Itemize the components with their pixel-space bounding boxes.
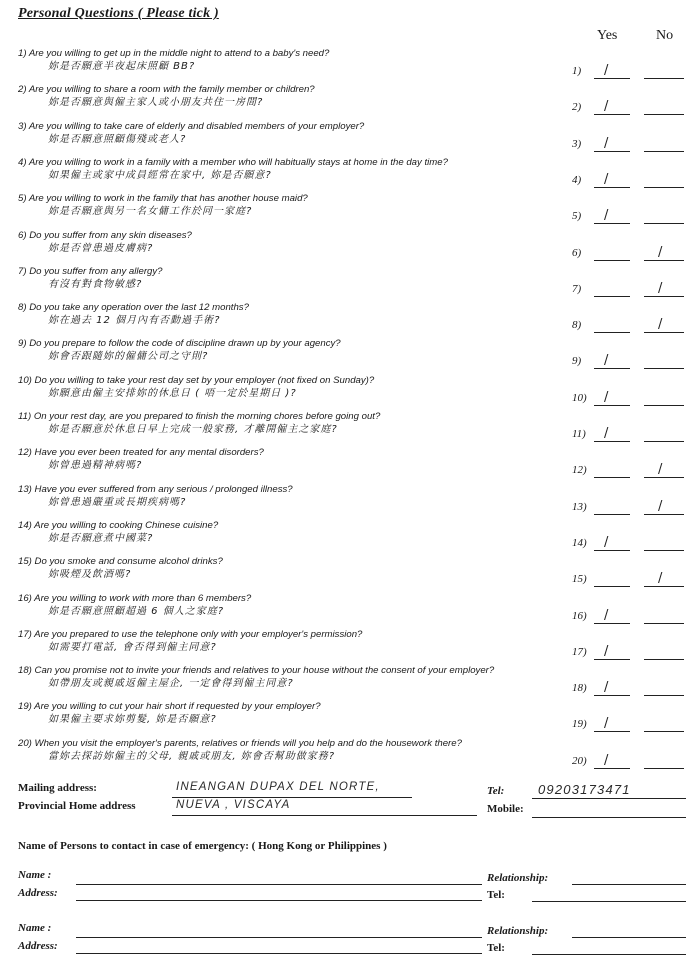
emergency-2-tel-field[interactable] bbox=[532, 954, 686, 955]
tick-mark-icon: / bbox=[658, 499, 663, 514]
question-text-en: 4) Are you willing to work in a family with a member who will habitually stays at home in the day time? bbox=[18, 157, 448, 168]
mailing-address-value[interactable]: INEANGAN DUPAX DEL NORTE, bbox=[176, 781, 380, 793]
question-text-en: 5) Are you willing to work in the family that has another house maid? bbox=[18, 193, 308, 204]
tick-mark-icon: / bbox=[604, 535, 609, 550]
answer-number: 20) bbox=[572, 755, 587, 767]
no-answer-line[interactable] bbox=[644, 586, 684, 587]
tick-mark-icon: / bbox=[604, 608, 609, 623]
answer-number: 16) bbox=[572, 610, 587, 622]
provincial-address-label: Provincial Home address bbox=[18, 800, 136, 812]
question-text-zh: 如帶朋友或親戚返僱主屋企, 一定會得到僱主同意? bbox=[48, 678, 294, 689]
answer-row bbox=[572, 501, 692, 515]
question-item bbox=[18, 629, 578, 655]
question-text-en: 7) Do you suffer from any allergy? bbox=[18, 266, 163, 277]
emergency-2-address-field[interactable] bbox=[76, 953, 482, 954]
question-text-en: 17) Are you prepared to use the telephone only with your employer's permission? bbox=[18, 629, 363, 640]
question-text-zh: 妳會否跟隨妳的僱傭公司之守則? bbox=[48, 351, 209, 362]
emergency-1-name-label: Name : bbox=[18, 869, 52, 881]
mobile-label: Mobile: bbox=[487, 803, 524, 815]
emergency-2-name-label: Name : bbox=[18, 922, 52, 934]
yes-answer-line[interactable] bbox=[594, 187, 630, 188]
form-title: Personal Questions ( Please tick ) bbox=[18, 6, 219, 21]
answer-number: 17) bbox=[572, 646, 587, 658]
answer-number: 12) bbox=[572, 464, 587, 476]
answer-row bbox=[572, 610, 692, 624]
question-item bbox=[18, 84, 578, 110]
yes-answer-line[interactable] bbox=[594, 296, 630, 297]
yes-answer-line[interactable] bbox=[594, 623, 630, 624]
question-text-zh: 妳是否曾患過皮膚病? bbox=[48, 243, 154, 254]
answer-number: 4) bbox=[572, 174, 582, 186]
tel-value[interactable]: 09203173471 bbox=[538, 782, 631, 797]
tick-mark-icon: / bbox=[658, 571, 663, 586]
question-item bbox=[18, 484, 578, 510]
no-answer-line[interactable] bbox=[644, 477, 684, 478]
yes-answer-line[interactable] bbox=[594, 368, 630, 369]
no-answer-line[interactable] bbox=[644, 187, 684, 188]
answer-number: 19) bbox=[572, 718, 587, 730]
yes-answer-line[interactable] bbox=[594, 586, 630, 587]
question-text-en: 19) Are you willing to cut your hair short if requested by your employer? bbox=[18, 701, 321, 712]
no-answer-line[interactable] bbox=[644, 659, 684, 660]
question-item bbox=[18, 266, 578, 292]
no-answer-line[interactable] bbox=[644, 296, 684, 297]
column-header-no: No bbox=[656, 28, 674, 43]
question-text-zh: 妳是否願意與僱主家人或小朋友共住一房間? bbox=[48, 97, 264, 108]
tick-mark-icon: / bbox=[604, 136, 609, 151]
no-answer-line[interactable] bbox=[644, 731, 684, 732]
tel-line bbox=[532, 798, 686, 799]
tick-mark-icon: / bbox=[604, 680, 609, 695]
yes-answer-line[interactable] bbox=[594, 441, 630, 442]
emergency-1-relationship-field[interactable] bbox=[572, 884, 686, 885]
tick-mark-icon: / bbox=[604, 716, 609, 731]
yes-answer-line[interactable] bbox=[594, 477, 630, 478]
yes-answer-line[interactable] bbox=[594, 151, 630, 152]
question-text-en: 10) Do you willing to take your rest day set by your employer (not fixed on Sunday)? bbox=[18, 375, 375, 386]
yes-answer-line[interactable] bbox=[594, 114, 630, 115]
emergency-1-tel-field[interactable] bbox=[532, 901, 686, 902]
answer-row bbox=[572, 392, 692, 406]
tick-mark-icon: / bbox=[604, 753, 609, 768]
question-item bbox=[18, 665, 578, 691]
no-answer-line[interactable] bbox=[644, 332, 684, 333]
question-text-zh: 如需要打電話, 會否得到僱主同意? bbox=[48, 642, 217, 653]
question-text-en: 14) Are you willing to cooking Chinese cuisine? bbox=[18, 520, 219, 531]
question-text-zh: 妳願意由僱主安排妳的休息日 ( 唔一定於星期日 )? bbox=[48, 388, 297, 399]
emergency-heading: Name of Persons to contact in case of emergency: ( Hong Kong or Philippines ) bbox=[18, 840, 387, 852]
no-answer-line[interactable] bbox=[644, 78, 684, 79]
question-text-zh: 妳是否願意與另一名女傭工作於同一家庭? bbox=[48, 206, 253, 217]
question-text-en: 18) Can you promise not to invite your friends and relatives to your house without the consent of your employer? bbox=[18, 665, 495, 676]
yes-answer-line[interactable] bbox=[594, 768, 630, 769]
question-text-en: 20) When you visit the employer's parents, relatives or friends will you help and do the housework there? bbox=[18, 738, 462, 749]
answer-row bbox=[572, 247, 692, 261]
answer-row bbox=[572, 138, 692, 152]
emergency-1-address-field[interactable] bbox=[76, 900, 482, 901]
question-text-en: 11) On your rest day, are you prepared to finish the morning chores before going out? bbox=[18, 411, 381, 422]
answer-number: 18) bbox=[572, 682, 587, 694]
question-item bbox=[18, 338, 578, 364]
tick-mark-icon: / bbox=[604, 426, 609, 441]
no-answer-line[interactable] bbox=[644, 260, 684, 261]
provincial-address-value[interactable]: NUEVA , VISCAYA bbox=[176, 799, 291, 811]
no-answer-line[interactable] bbox=[644, 405, 684, 406]
tick-mark-icon: / bbox=[604, 644, 609, 659]
question-text-en: 12) Have you ever been treated for any mental disorders? bbox=[18, 447, 264, 458]
question-text-en: 13) Have you ever suffered from any serious / prolonged illness? bbox=[18, 484, 293, 495]
answer-row bbox=[572, 718, 692, 732]
question-text-zh: 有沒有對食物敏感? bbox=[48, 279, 143, 290]
question-text-zh: 妳曾患過精神病嗎? bbox=[48, 460, 143, 471]
question-text-zh: 妳是否願意於休息日早上完成一般家務, 才離開僱主之家庭? bbox=[48, 424, 338, 435]
question-item bbox=[18, 48, 578, 74]
no-answer-line[interactable] bbox=[644, 223, 684, 224]
answer-row bbox=[572, 174, 692, 188]
question-item bbox=[18, 375, 578, 401]
answer-row bbox=[572, 101, 692, 115]
provincial-address-line bbox=[172, 815, 477, 816]
answer-number: 2) bbox=[572, 101, 582, 113]
tick-mark-icon: / bbox=[604, 99, 609, 114]
question-text-en: 2) Are you willing to share a room with the family member or children? bbox=[18, 84, 315, 95]
no-answer-line[interactable] bbox=[644, 623, 684, 624]
yes-answer-line[interactable] bbox=[594, 223, 630, 224]
answer-number: 15) bbox=[572, 573, 587, 585]
mailing-address-label: Mailing address: bbox=[18, 782, 97, 794]
emergency-2-relationship-field[interactable] bbox=[572, 937, 686, 938]
emergency-1-address-label: Address: bbox=[18, 887, 58, 899]
question-text-en: 6) Do you suffer from any skin diseases? bbox=[18, 230, 192, 241]
tick-mark-icon: / bbox=[658, 462, 663, 477]
answer-number: 6) bbox=[572, 247, 582, 259]
answer-row bbox=[572, 573, 692, 587]
tick-mark-icon: / bbox=[658, 281, 663, 296]
answer-number: 14) bbox=[572, 537, 587, 549]
answer-number: 9) bbox=[572, 355, 582, 367]
emergency-1-name-field[interactable] bbox=[76, 884, 482, 885]
answer-number: 11) bbox=[572, 428, 586, 440]
question-item bbox=[18, 193, 578, 219]
answer-row bbox=[572, 283, 692, 297]
answer-row bbox=[572, 319, 692, 333]
question-text-zh: 妳曾患過嚴重或長期疾病嗎? bbox=[48, 497, 187, 508]
tick-mark-icon: / bbox=[658, 245, 663, 260]
tick-mark-icon: / bbox=[658, 317, 663, 332]
column-header-yes: Yes bbox=[597, 28, 618, 43]
question-text-zh: 妳吸煙及飲酒嗎? bbox=[48, 569, 132, 580]
no-answer-line[interactable] bbox=[644, 514, 684, 515]
question-text-zh: 妳是否願意半夜起床照顧 BB? bbox=[48, 61, 196, 72]
emergency-1-relationship-label: Relationship: bbox=[487, 872, 549, 884]
question-text-zh: 妳是否願意煮中國菜? bbox=[48, 533, 154, 544]
question-text-zh: 當妳去探訪妳僱主的父母, 親戚或朋友, 妳會否幫助做家務? bbox=[48, 751, 336, 762]
emergency-2-name-field[interactable] bbox=[76, 937, 482, 938]
question-item bbox=[18, 593, 578, 619]
yes-answer-line[interactable] bbox=[594, 514, 630, 515]
tick-mark-icon: / bbox=[604, 353, 609, 368]
question-item bbox=[18, 520, 578, 546]
yes-answer-line[interactable] bbox=[594, 332, 630, 333]
answer-number: 1) bbox=[572, 65, 582, 77]
question-item bbox=[18, 230, 578, 256]
answer-number: 8) bbox=[572, 319, 582, 331]
question-item bbox=[18, 157, 578, 183]
answer-row bbox=[572, 646, 692, 660]
mailing-address-line bbox=[172, 797, 412, 798]
question-item bbox=[18, 447, 578, 473]
question-text-zh: 妳在過去 12 個月內有否動過手術? bbox=[48, 315, 221, 326]
emergency-2-tel-label: Tel: bbox=[487, 942, 505, 954]
question-text-en: 9) Do you prepare to follow the code of discipline drawn up by your agency? bbox=[18, 338, 341, 349]
answer-row bbox=[572, 682, 692, 696]
tick-mark-icon: / bbox=[604, 172, 609, 187]
tick-mark-icon: / bbox=[604, 390, 609, 405]
answer-row bbox=[572, 65, 692, 79]
answer-row bbox=[572, 355, 692, 369]
question-item bbox=[18, 302, 578, 328]
question-item bbox=[18, 701, 578, 727]
yes-answer-line[interactable] bbox=[594, 659, 630, 660]
yes-answer-line[interactable] bbox=[594, 405, 630, 406]
question-text-en: 3) Are you willing to take care of elderly and disabled members of your employer? bbox=[18, 121, 365, 132]
no-answer-line[interactable] bbox=[644, 368, 684, 369]
question-text-zh: 如果僱主或家中成員經常在家中, 妳是否願意? bbox=[48, 170, 272, 181]
no-answer-line[interactable] bbox=[644, 114, 684, 115]
answer-row bbox=[572, 755, 692, 769]
no-answer-line[interactable] bbox=[644, 441, 684, 442]
question-item bbox=[18, 556, 578, 582]
answer-row bbox=[572, 537, 692, 551]
question-text-zh: 如果僱主要求妳剪髮, 妳是否願意? bbox=[48, 714, 217, 725]
answer-number: 10) bbox=[572, 392, 587, 404]
yes-answer-line[interactable] bbox=[594, 260, 630, 261]
question-text-en: 15) Do you smoke and consume alcohol drinks? bbox=[18, 556, 223, 567]
question-text-en: 8) Do you take any operation over the last 12 months? bbox=[18, 302, 249, 313]
answer-row bbox=[572, 210, 692, 224]
tick-mark-icon: / bbox=[604, 63, 609, 78]
no-answer-line[interactable] bbox=[644, 550, 684, 551]
answer-number: 3) bbox=[572, 138, 582, 150]
yes-answer-line[interactable] bbox=[594, 695, 630, 696]
tel-label: Tel: bbox=[487, 785, 505, 797]
answer-row bbox=[572, 464, 692, 478]
no-answer-line[interactable] bbox=[644, 695, 684, 696]
emergency-2-relationship-label: Relationship: bbox=[487, 925, 549, 937]
question-text-zh: 妳是否願意照顧傷殘或老人? bbox=[48, 134, 187, 145]
tick-mark-icon: / bbox=[604, 208, 609, 223]
answer-number: 5) bbox=[572, 210, 582, 222]
question-text-en: 16) Are you willing to work with more than 6 members? bbox=[18, 593, 252, 604]
question-item bbox=[18, 121, 578, 147]
yes-answer-line[interactable] bbox=[594, 731, 630, 732]
no-answer-line[interactable] bbox=[644, 151, 684, 152]
answer-number: 7) bbox=[572, 283, 582, 295]
emergency-1-tel-label: Tel: bbox=[487, 889, 505, 901]
question-text-en: 1) Are you willing to get up in the middle night to attend to a baby's need? bbox=[18, 48, 330, 59]
emergency-2-address-label: Address: bbox=[18, 940, 58, 952]
question-item bbox=[18, 738, 578, 764]
yes-answer-line[interactable] bbox=[594, 78, 630, 79]
yes-answer-line[interactable] bbox=[594, 550, 630, 551]
question-text-zh: 妳是否願意照顧超過 6 個人之家庭? bbox=[48, 606, 225, 617]
mobile-line bbox=[532, 817, 686, 818]
answer-number: 13) bbox=[572, 501, 587, 513]
no-answer-line[interactable] bbox=[644, 768, 684, 769]
question-item bbox=[18, 411, 578, 437]
answer-row bbox=[572, 428, 692, 442]
